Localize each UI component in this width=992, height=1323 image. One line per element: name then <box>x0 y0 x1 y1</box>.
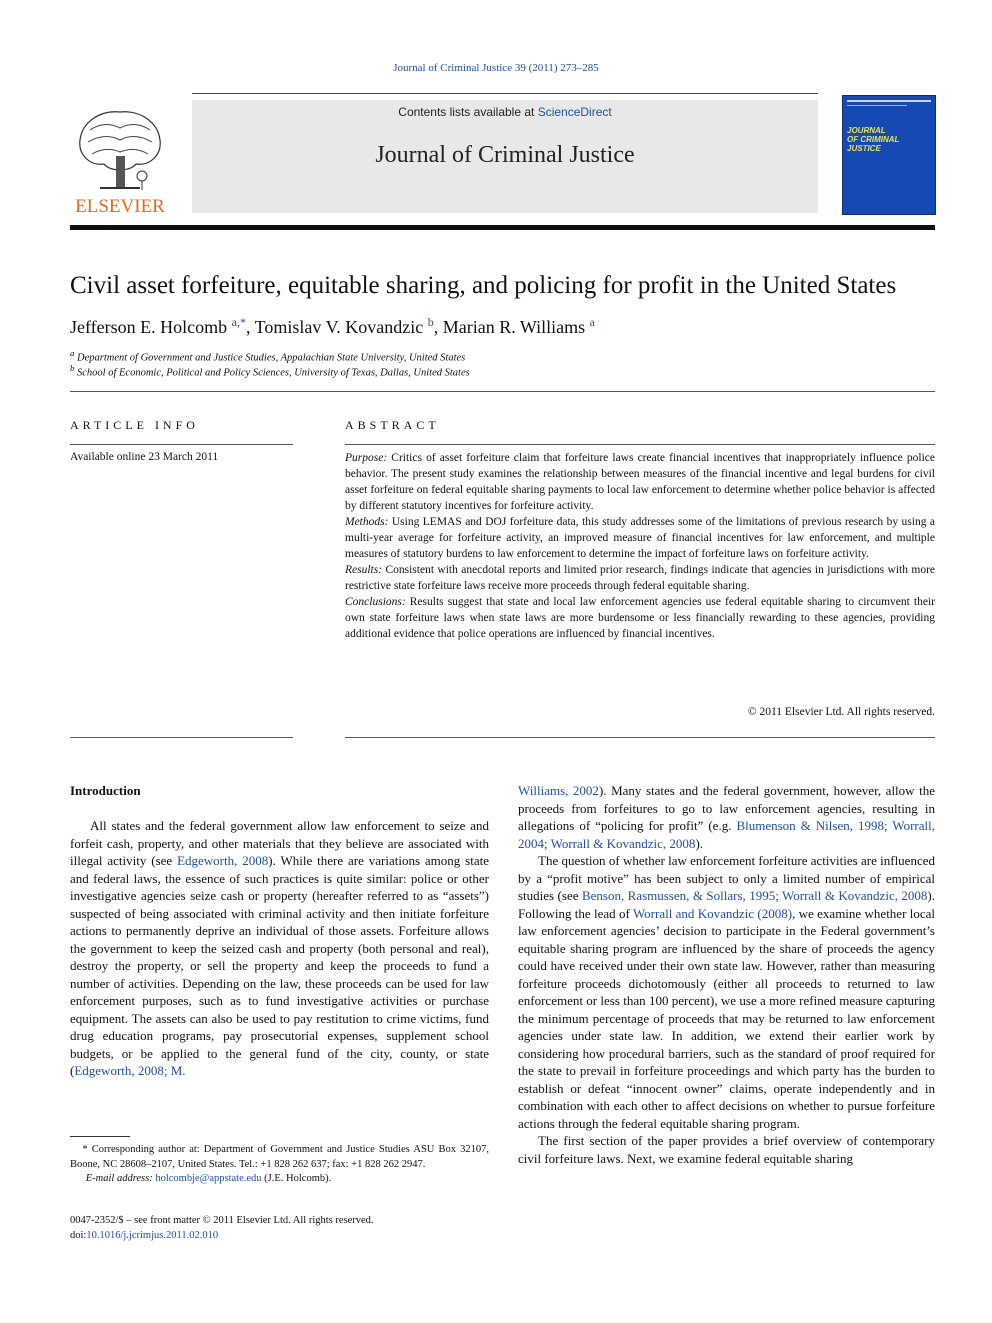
affiliation-b <box>70 363 470 379</box>
body-paragraph <box>518 852 935 1132</box>
article-info-label: ARTICLE INFO <box>70 418 199 432</box>
abstract-conclusions <box>345 594 935 642</box>
email-suffix: (J.E. Holcomb). <box>261 1173 332 1184</box>
affiliation-a <box>70 348 465 364</box>
cover-title: JOURNAL OF CRIMINAL JUSTICE <box>847 126 900 153</box>
contents-line <box>192 105 818 119</box>
citation-link[interactable]: Benson, Rasmussen, & Sollars, 1995; Worrall & Kovandzic, 2008 <box>581 888 928 903</box>
section-rule <box>70 391 935 392</box>
journal-cover-thumbnail[interactable] <box>842 95 936 215</box>
abstract-methods <box>345 514 935 562</box>
author-affiliation-link[interactable]: b <box>427 315 434 329</box>
body-text: All states and the federal government allow law enforcement to seize and forfeit cash, property, and other materials that they believe are associated with illegal activity (see <box>70 818 489 868</box>
author-affiliation-link[interactable]: a <box>589 315 595 329</box>
footnote-email <box>70 1172 489 1187</box>
body-text: ). Following the lead of <box>518 888 935 921</box>
abstract-results-label: Results: <box>345 564 383 576</box>
doi-line <box>70 1229 374 1244</box>
body-paragraph <box>70 817 489 1080</box>
citation-link[interactable]: Edgeworth, 2008; M. <box>74 1063 186 1078</box>
abstract-label: ABSTRACT <box>345 418 440 432</box>
abstract-rule <box>345 444 935 445</box>
author-name: Jefferson E. Holcomb <box>70 317 228 337</box>
doi-label: doi: <box>70 1229 87 1241</box>
article-info-rule <box>70 444 293 445</box>
issn-line: 0047-2352/$ – see front matter © 2011 Elsevier Ltd. All rights reserved. <box>70 1215 374 1226</box>
abstract-purpose-label: Purpose: <box>345 452 388 464</box>
body-paragraph <box>518 782 935 852</box>
citation-link[interactable]: Worrall and Kovandzic (2008) <box>632 905 793 921</box>
abstract-methods-label: Methods: <box>345 516 389 528</box>
abstract-conclusions-label: Conclusions: <box>345 596 406 608</box>
affiliation-mark: a <box>70 348 75 358</box>
abstract-purpose-text: Critics of asset forfeiture claim that forfeiture laws create financial incentives that inappropriately influence police behavior. The present study examines the relationship between measures of the financial incentive and legal burdens for civil asset forfeiture on federal equitable sharing payments to local law enforcement to determine whether police behavior is affected by different statutory incentives for forfeiture activity. <box>345 452 935 512</box>
body-paragraph: The first section of the paper provides a brief overview of contemporary civil forfeiture laws. Next, we examine federal equitable sharing <box>518 1133 935 1166</box>
cover-bar <box>847 100 931 102</box>
article-info-rule <box>70 737 293 738</box>
body-column-left <box>70 817 489 1080</box>
elsevier-logo[interactable] <box>70 100 170 216</box>
elsevier-wordmark: ELSEVIER <box>75 196 165 216</box>
abstract-methods-text: Using LEMAS and DOJ forfeiture data, this study addresses some of the limitations of previous research by using a multi-year average for forfeiture activity, an improved measure of financial incentives for law enforcement, and multiple measures of statutory burdens to law enforcement to determine the impact of forfeiture laws on forfeiture activity. <box>345 516 935 560</box>
footnote-text <box>70 1143 489 1172</box>
body-column-right <box>518 782 935 1167</box>
copyright-notice: © 2011 Elsevier Ltd. All rights reserved. <box>747 706 935 718</box>
body-text: ). Many states and the federal government, however, allow the proceeds from forfeitures to go to law enforcement agencies, resulting in allegations of “policing for profit” (e.g. <box>518 783 935 833</box>
affiliation-text: School of Economic, Political and Policy Sciences, University of Texas, Dallas, United States <box>77 367 470 379</box>
author-name: Tomislav V. Kovandzic <box>254 317 424 337</box>
cover-bar <box>847 105 907 106</box>
abstract-results-text: Consistent with anecdotal reports and limited prior research, findings indicate that agencies in jurisdictions with more restrictive state forfeiture laws receive more proceeds through federal equitable sharing. <box>345 564 935 592</box>
footnote-mark: * <box>82 1144 88 1155</box>
abstract-results <box>345 562 935 594</box>
body-text: The question of whether law enforcement forfeiture activities are influenced by a “profit motive” has been subject to only a limited number of empirical studies (see <box>518 853 935 903</box>
abstract-purpose <box>345 450 935 514</box>
corresponding-author-footnote <box>70 1143 489 1187</box>
citation-link[interactable]: Edgeworth, 2008 <box>177 853 269 868</box>
footnote-body: Corresponding author at: Department of Government and Justice Studies ASU Box 32107, Boone, NC 28608–2107, United States. Tel.: +1 828 262 637; fax: +1 828 262 2947. <box>70 1144 489 1170</box>
journal-citation[interactable]: Journal of Criminal Justice 39 (2011) 273–285 <box>393 62 599 74</box>
citation-link[interactable]: Williams, 2002 <box>518 783 599 798</box>
doi-link[interactable]: 10.1016/j.jcrimjus.2011.02.010 <box>86 1229 219 1241</box>
contents-prefix: Contents lists available at <box>398 105 538 119</box>
citation-link[interactable]: Blumenson & Nilsen, 1998; Worrall, 2004; Worrall & Kovandzic, 2008 <box>518 818 935 851</box>
article-title: Civil asset forfeiture, equitable sharing, and policing for profit in the United States <box>70 272 897 299</box>
header-rule <box>192 93 818 94</box>
front-matter <box>70 1214 374 1243</box>
author-affiliation-link[interactable]: a,* <box>231 315 246 329</box>
journal-name[interactable]: Journal of Criminal Justice <box>375 142 635 168</box>
available-online-date: Available online 23 March 2011 <box>70 451 219 463</box>
body-text: , we examine whether local law enforcement agencies’ decision to participate in the Federal government’s equitable sharing program are influenced by the share of proceeds the agency could have received under their own state law. However, rather than measuring forfeiture proceeds dichotomously (either all proceeds to returned to law enforcement or less than 100 percent), we use a more refined measure capturing the minimum percentage of proceeds that may be returned to law enforcement agencies under state law. In addition, we extend their earlier work by considering how procedural barriers, such as the standard of proof required for the state to prevail in forfeiture proceedings and which party has the burden to establish or defeat “innocent owner” claims, operate independently and in combination with each other to affect decisions on whether to pursue forfeiture actions through the federal equitable sharing program. <box>518 905 935 1131</box>
section-heading-introduction: Introduction <box>70 783 141 798</box>
affiliation-mark: b <box>70 363 75 373</box>
header-thick-rule <box>70 225 935 230</box>
abstract-body <box>345 450 935 642</box>
affiliation-text: Department of Government and Justice Studies, Appalachian State University, United States <box>77 352 466 364</box>
body-text: ). <box>695 835 704 851</box>
author-email-link[interactable]: holcombje@appstate.edu <box>155 1173 262 1184</box>
author-list: Jefferson E. Holcomb $^{a,*}$, Tomislav V. Kovandzic $^b$, Marian R. Williams $^a$ <box>70 315 595 337</box>
abstract-conclusions-text: Results suggest that state and local law enforcement agencies use federal equitable sharing to circumvent their own state forfeiture laws when state laws are more burdensome or less financially rewarding to these agencies, providing additional evidence that police operations are influenced by financial incentives. <box>345 596 935 640</box>
body-text: ). While there are variations among state and federal laws, the essence of such practices is quite similar: police or other investigative agencies seize cash or property (hereafter referred to as “assets”) suspected of being associated with criminal activity and then initiate forfeiture actions to permanently deprive an individual of those assets. Forfeiture allows the government to keep the seized cash and property (both personal and real), destroy the property, or sell the property and keep the proceeds to fund a number of activities. Depending on the law, these proceeds can be used for law enforcement purposes, such as to fund investigative activities or purchase equipment. The assets can also be used to pay restitution to crime victims, fund drug education programs, pay prosecutorial expenses, supplement school budgets, or be applied to the general fund of the city, county, or state ( <box>70 853 489 1078</box>
author-name: Marian R. Williams <box>442 317 586 337</box>
email-label: E-mail address: <box>85 1173 156 1184</box>
footnote-rule <box>70 1136 130 1137</box>
abstract-rule <box>345 737 935 738</box>
sciencedirect-link[interactable]: ScienceDirect <box>537 105 612 119</box>
